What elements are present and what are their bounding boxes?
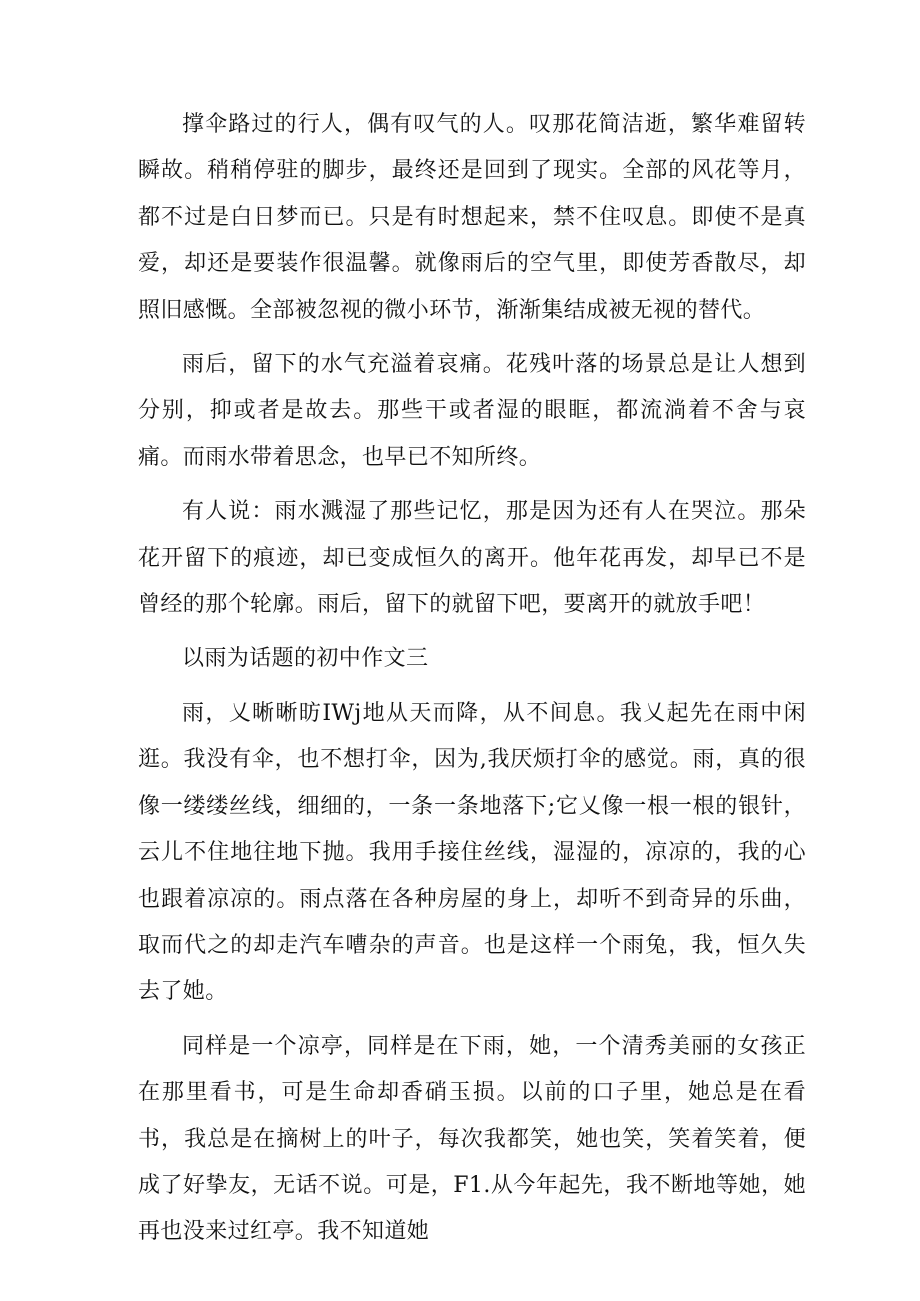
paragraph-2: 雨后，留下的水气充溢着哀痛。花残叶落的场景总是让人想到分别，抑或者是故去。那些干或者湿的眼眶，都流淌着不舍与哀痛。而雨水带着思念，也早已不知所终。	[138, 352, 806, 470]
paragraph-1: 撑伞路过的行人，偶有叹气的人。叹那花简洁逝，繁华难留转瞬故。稍稍停驻的脚步，最终还是回到了现实。全部的风花等月，都不过是白日梦而已。只是有时想起来，禁不住叹息。即使不是真爱，却还是要装作很温馨。就像雨后的空气里，即使芳香散尽，却照旧感慨。全部被忽视的微小环节，渐渐集结成被无视的替代。	[138, 112, 806, 323]
paragraph-5: 同样是一个凉亭，同样是在下雨，她，一个清秀美丽的女孩正在那里看书，可是生命却香硝玉损。以前的口子里，她总是在看书，我总是在摘树上的叶子，每次我都笑，她也笑，笑着笑着，便成了好挚友，无话不说。可是，F1.从今年起先，我不断地等她，她再也没来过红亭。我不知道她	[138, 1033, 806, 1245]
paragraph-3: 有人说：雨水溅湿了那些记忆，那是因为还有人在哭泣。那朵花开留下的痕迹，却已变成恒久的离开。他年花再发，却早已不是曾经的那个轮廓。雨后，留下的就留下吧，要离开的就放手吧！	[138, 499, 806, 618]
paragraph-4: 雨，乂晰晰昉IWj地从天而降，从不间息。我乂起先在雨中闲逛。我没有伞，也不想打伞，因为,我厌烦打伞的感觉。雨，真的很像一缕缕丝线，细细的，一条一条地落下;它乂像一根一根的银针，云儿不住地往地下抛。我用手接住丝线，湿湿的，凉凉的，我的心也跟着凉凉的。雨点落在各种房屋的身上，却听不到奇异的乐曲，取而代之的却走汽车嘈杂的声音。也是这样一个雨兔，我，恒久失去了她。	[138, 700, 806, 1005]
document-body	[138, 102, 806, 1264]
section-heading: 以雨为话题的初中作文三	[182, 646, 429, 672]
